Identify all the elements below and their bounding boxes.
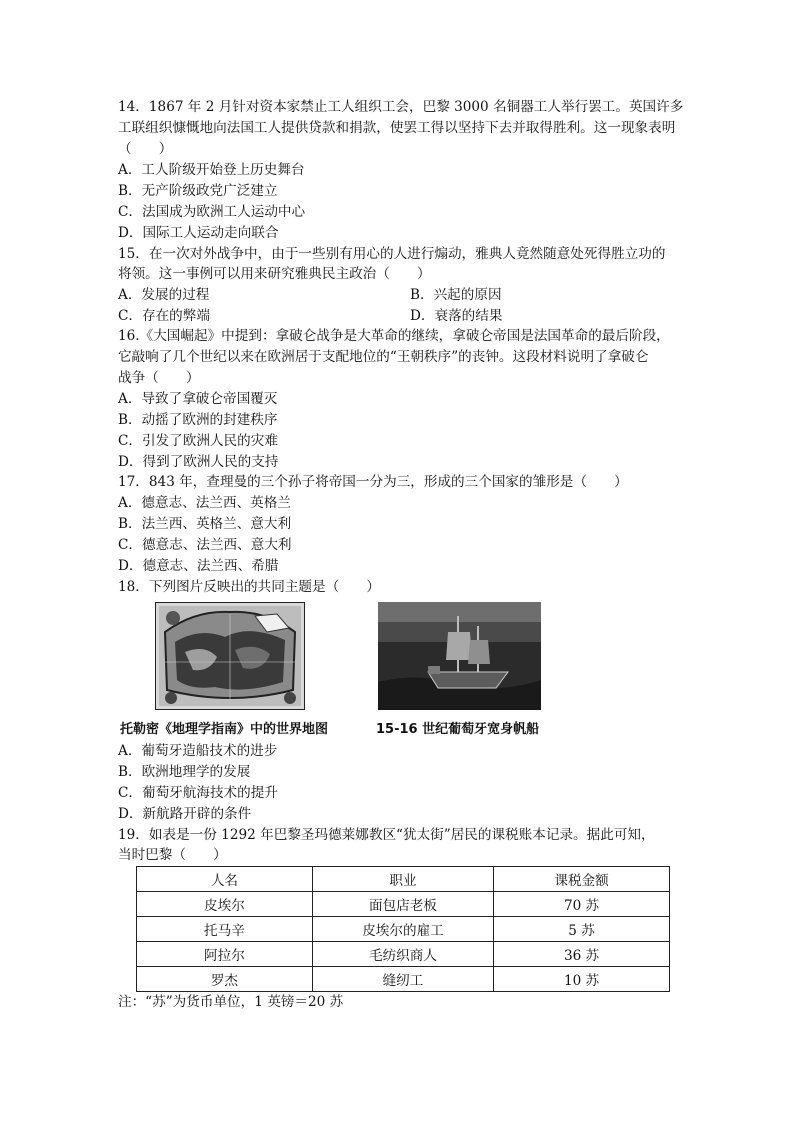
- q17-option-b: B．法兰西、英格兰、意大利: [118, 516, 292, 532]
- carrack-ship-image: [378, 602, 541, 710]
- q16-option-a: A．导致了拿破仑帝国覆灭: [118, 391, 278, 407]
- q15-stem-line2: 将领。这一事例可以用来研究雅典民主政治（ ）: [118, 266, 431, 282]
- table-cell: 缝纫工: [312, 967, 493, 992]
- q18-option-c: C．葡萄牙航海技术的提升: [118, 785, 278, 801]
- q17-option-d: D．德意志、法兰西、希腊: [118, 558, 279, 574]
- q19-note: 注：“苏”为货币单位，1 英镑＝20 苏: [118, 994, 344, 1010]
- table-header-name: 人名: [137, 867, 313, 892]
- q18-stem-line1: 18．下列图片反映出的共同主题是（ ）: [118, 579, 380, 595]
- q14-option-d: D．国际工人运动走向联合: [118, 225, 279, 241]
- ptolemy-map-image: [155, 602, 305, 710]
- q18-option-a: A．葡萄牙造船技术的进步: [118, 743, 278, 759]
- q16-stem-line1: 16.《大国崛起》中提到：拿破仑战争是大革命的继续，拿破仑帝国是法国革命的最后阶段，: [118, 328, 670, 344]
- table-row: [137, 917, 670, 942]
- q17-option-c: C．德意志、法兰西、意大利: [118, 537, 292, 553]
- q18-option-d: D．新航路开辟的条件: [118, 806, 252, 822]
- tax-record-table: [136, 866, 670, 992]
- q14-stem-line1: 14．1867 年 2 月针对资本家禁止工人组织工会，巴黎 3000 名铜器工人举行罢工。英国许多: [118, 99, 684, 115]
- q14-option-c: C．法国成为欧洲工人运动中心: [118, 204, 306, 220]
- q17-stem-line1: 17．843 年，查理曼的三个孙子将帝国一分为三，形成的三个国家的雏形是（ ）: [118, 474, 628, 490]
- q14-option-b: B．无产阶级政党广泛建立: [118, 183, 278, 199]
- q15-option-b: B．兴起的原因: [410, 287, 502, 303]
- q19-stem-line1: 19．如表是一份 1292 年巴黎圣玛德莱娜教区“犹太街”居民的课税账本记录。据此可知，: [118, 827, 655, 843]
- table-header-occupation: 职业: [312, 867, 493, 892]
- q18-caption-right: 15-16 世纪葡萄牙宽身帆船: [376, 722, 540, 737]
- q19-stem-line2: 当时巴黎（ ）: [118, 847, 227, 863]
- q17-option-a: A．德意志、法兰西、英格兰: [118, 495, 291, 511]
- q14-option-a: A．工人阶级开始登上历史舞台: [118, 162, 305, 178]
- q18-option-b: B．欧洲地理学的发展: [118, 764, 251, 780]
- table-cell: 面包店老板: [312, 892, 493, 917]
- q15-option-a: A．发展的过程: [118, 287, 210, 303]
- table-row: [137, 892, 670, 917]
- table-cell: 10 苏: [494, 967, 670, 992]
- q15-option-c: C．存在的弊端: [118, 308, 210, 324]
- table-cell: 36 苏: [494, 942, 670, 967]
- q15-option-d: D．衰落的结果: [410, 308, 503, 324]
- table-cell: 皮埃尔: [137, 892, 313, 917]
- table-row: [137, 967, 670, 992]
- table-cell: 70 苏: [494, 892, 670, 917]
- q16-stem-line3: 战争（ ）: [118, 370, 200, 386]
- q16-option-b: B．动摇了欧洲的封建秩序: [118, 412, 278, 428]
- q16-option-d: D．得到了欧洲人民的支持: [118, 454, 279, 470]
- q14-stem-line3: （ ）: [118, 141, 173, 157]
- q16-option-c: C．引发了欧洲人民的灾难: [118, 433, 278, 449]
- q14-stem-line2: 工联组织慷慨地向法国工人提供贷款和捐款，使罢工得以坚持下去并取得胜利。这一现象表明: [118, 120, 676, 136]
- table-cell: 罗杰: [137, 967, 313, 992]
- table-header-tax: 课税金额: [494, 867, 670, 892]
- table-cell: 毛纺织商人: [312, 942, 493, 967]
- table-cell: 阿拉尔: [137, 942, 313, 967]
- q15-stem-line1: 15．在一次对外战争中，由于一些别有用心的人进行煽动，雅典人竟然随意处死得胜立功的: [118, 246, 666, 262]
- q18-caption-left: 托勒密《地理学指南》中的世界地图: [120, 722, 329, 737]
- q16-stem-line2: 它敲响了几个世纪以来在欧洲居于支配地位的“王朝秩序”的丧钟。这段材料说明了拿破仑: [118, 349, 649, 365]
- table-cell: 5 苏: [494, 917, 670, 942]
- table-header-row: [137, 867, 670, 892]
- table-row: [137, 942, 670, 967]
- table-cell: 托马辛: [137, 917, 313, 942]
- table-cell: 皮埃尔的雇工: [312, 917, 493, 942]
